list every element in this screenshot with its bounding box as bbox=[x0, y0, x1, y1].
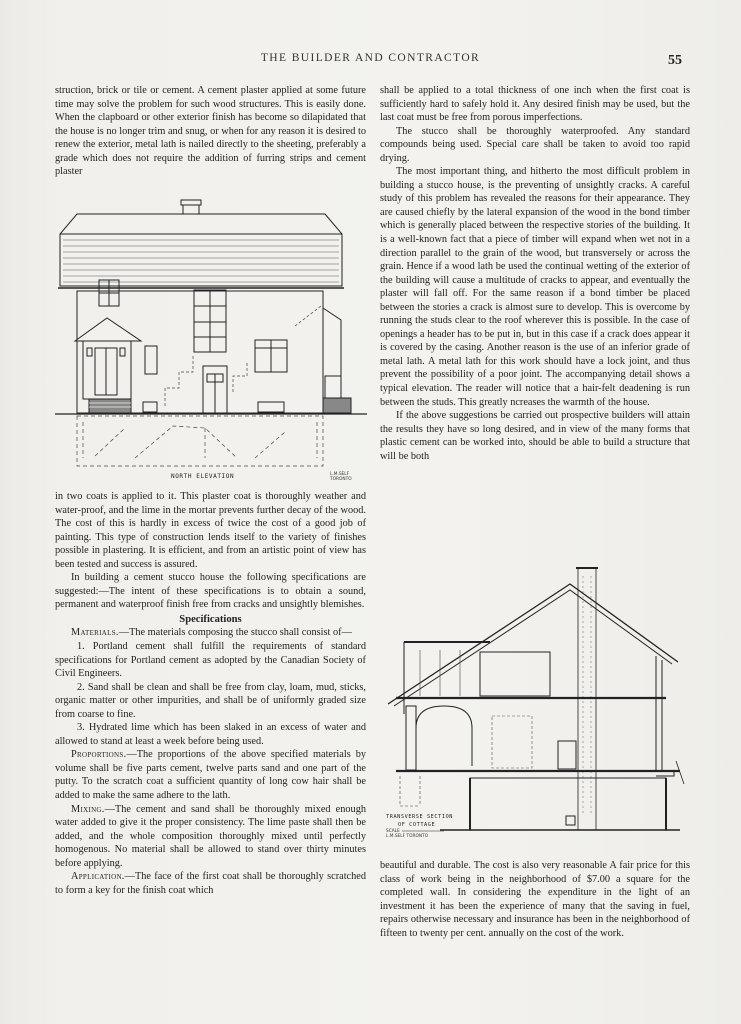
mixing-text: —The cement and sand shall be thoroughly mixed enough water added to give it the proper consistency. The lime paste shall then be added, and the whole composition thoroughly mixed until perfectly homogenous. No material shall be allowed to stand over thirty minutes before applying. bbox=[55, 803, 366, 869]
spec-item: 2. Sand shall be clean and shall be free from clay, loam, mud, sticks, organic matter or other impurities, and shall be of uniformly graded size from coarse to fine. bbox=[55, 681, 366, 720]
mixing-paragraph bbox=[55, 803, 366, 871]
spec-item: 3. Hydrated lime which has been slaked in an excess of water and allowed to stand at least a week before being used. bbox=[55, 722, 366, 747]
specifications-heading: Specifications bbox=[179, 613, 242, 625]
section-caption bbox=[386, 814, 453, 839]
proportions-paragraph bbox=[55, 748, 366, 802]
right-column-top bbox=[380, 84, 690, 463]
paragraph: beautiful and durable. The cost is also very reasonable A fair price for this class of work being in the neighborhood of $7.00 a square for the completed wall. In considering the expenditure in the light of an investment it has been the experience of many that the saving in fuel, repairs otherwise necessary and insurance has been in the neighborhood of fifteen to twenty per cent. annually on the cost of the work. bbox=[380, 860, 690, 939]
elevation-signature: L.M.SELF bbox=[330, 472, 350, 477]
left-column-top bbox=[55, 84, 366, 179]
spec-item: 1. Portland cement shall fulfill the requirements of standard specifications for Portland cement as adopted by the Canadian Society of Civil Engineers. bbox=[55, 641, 366, 680]
section-caption-line2: OF COTTAGE bbox=[398, 822, 436, 828]
proportions-label: Proportions. bbox=[71, 749, 127, 761]
page-number: 55 bbox=[668, 53, 682, 68]
materials-paragraph bbox=[55, 626, 366, 640]
section-signature: L.M.SELF TORONTO bbox=[386, 834, 429, 839]
transverse-section-figure bbox=[380, 566, 692, 839]
north-elevation-drawing bbox=[55, 196, 367, 486]
paragraph: The stucco shall be thoroughly waterproofed. Any standard compounds being used. Special care shall be taken to avoid too rapid drying. bbox=[380, 125, 690, 164]
section-scale-label: SCALE bbox=[386, 829, 400, 834]
proportions-text: —The proportions of the above specified materials by volume shall be five parts cement, twelve parts sand and one part of the putty. To the scratch coat a sufficient quantity of long cow hair shall be added to make the same adhere to the lath. bbox=[55, 749, 366, 802]
right-column-bottom bbox=[380, 859, 690, 940]
application-paragraph bbox=[55, 870, 366, 897]
application-label: Application. bbox=[71, 871, 125, 883]
paragraph: If the above suggestions be carried out prospective builders will attain the results they have so long desired, and in view of the many forms that plastic cement can be worked into, should be able to build a structure that will be both bbox=[380, 410, 690, 462]
north-elevation-figure bbox=[55, 196, 367, 486]
application-text: —The face of the first coat shall be thoroughly scratched to form a key for the finish coat which bbox=[55, 871, 366, 896]
materials-text: —The materials composing the stucco shall consist of— bbox=[118, 627, 352, 639]
paragraph: The most important thing, and hitherto the most difficult problem in building a stucco house, is the preventing of unsightly cracks. A careful study of this problem has revealed the reasons for their appearance. They are caused chiefly by the lateral expansion of the wood in the bond timber which is generally placed between the respective stories of the building. It is a well-known fact that a piece of timber will expand when wet not in a direction parallel to the grain of the wood, but transversely or across the grain. Hence if a wood lath be used the continual wetting of the exterior of the building will cause a multitude of cracks to appear, and eventually the plaster will fall off. For the same reason if a bond timber be placed between the stories a crack is almost sure to develop. This is overcome by running the studs clear to the roof wherever this is possible. In the case of openings a header has to be put in, but in this case if a crack does appear it is covered by the casing. Another reason is the use of an inferior grade of metal lath. A metal lath for this work should have a lock joint, and thus prevent the possibility of a poor joint. The accompanying detail shows a typical elevation. The reader will notice that a hair-felt deadening is run between the studs. This greatly ncreases the warmth of the house. bbox=[380, 166, 690, 408]
paragraph: in two coats is applied to it. This plaster coat is thoroughly weather and water-proof, and the lime in the mortar prevents further decay of the wood. The cost of this is hardly in excess of twice the cost of a good job of painting. This type of construction lends itself to the variety of finishes possible in plastering. It is efficient, and from an artistic point of view has been tested and success is assured. bbox=[55, 491, 366, 570]
paragraph: shall be applied to a total thickness of one inch when the first coat is sufficiently hard to safely hold it. Any desired finish may be used, but the last coat must be free from porous imperfections. bbox=[380, 85, 690, 124]
running-header: THE BUILDER AND CONTRACTOR bbox=[260, 52, 481, 64]
elevation-caption: NORTH ELEVATION bbox=[171, 473, 235, 480]
transverse-section-drawing bbox=[380, 566, 692, 839]
section-caption-line1: TRANSVERSE SECTION bbox=[386, 814, 454, 820]
mixing-label: Mixing. bbox=[71, 803, 105, 815]
materials-label: Materials. bbox=[71, 627, 119, 639]
paragraph: struction, brick or tile or cement. A cement plaster applied at some future time may solve the problem for such wood structures. This is easily done. When the clapboard or other exterior finish has become so dilapidated that the house is no longer trim and snug, or when for any reason it is desired to renew the exterior, metal lath is nailed directly to the sheeting, preferably a grade which does not require the addition of furring strips and cement plaster bbox=[55, 85, 366, 178]
paragraph: In building a cement stucco house the following specifications are suggested:—The intent of these specifications is to obtain a sound, permanent and waterproof finish free from cracks and unsightly blemishes. bbox=[55, 572, 366, 611]
left-column-bottom bbox=[55, 490, 366, 897]
elevation-signature-city: TORONTO bbox=[330, 477, 352, 482]
